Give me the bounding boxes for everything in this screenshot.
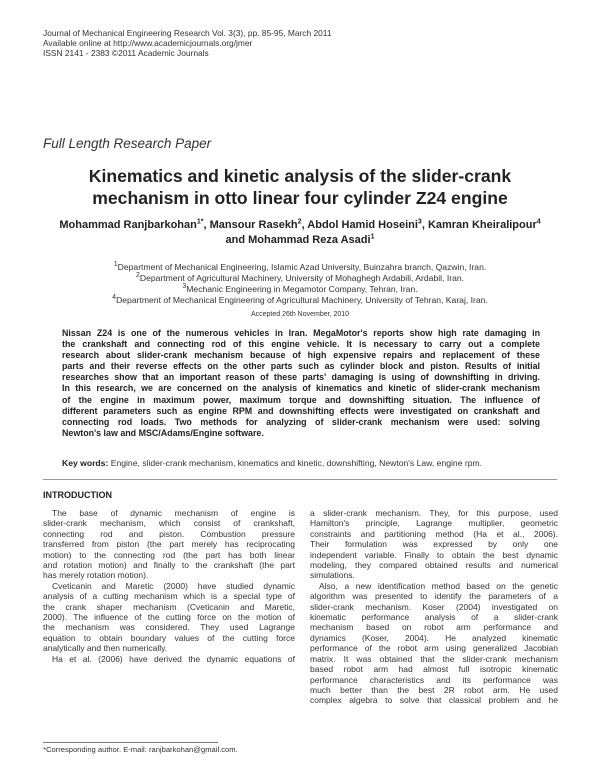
- accepted-date: Accepted 26th November, 2010: [250, 311, 350, 318]
- body-line: a slider-crank mechanism. They, for this purpose, used: [310, 508, 558, 518]
- author-affiliation-mark: 3: [417, 218, 422, 226]
- journal-url: Available online at http://www.academicjournals.org/jmer: [43, 38, 253, 48]
- body-line: slider-crank mechanism, which consist of crankshaft,: [43, 518, 295, 529]
- keywords-text: Engine, slider-crank mechanism, kinematics and kinetic, downshifting, Newton's Law, engine rpm.: [110, 458, 483, 468]
- body-line: modeling, they compared obtained results and numerical: [310, 560, 558, 571]
- body-line: the crank shaper mechanism (Cveticanin and Maretic,: [43, 601, 295, 612]
- affiliation-item: $^3$Mechanic Engineering in Megamotor Company, Tehran, Iran.: [182, 283, 418, 294]
- body-line: based robot arm had almost full isotropic kinematic: [310, 664, 558, 675]
- body-line: Hamilton's principle, Lagrange multiplier, geometric: [310, 518, 558, 529]
- body-line: the mechanism was considered. They used Lagrange: [43, 622, 295, 633]
- abstract-line: Nissan Z24 is one of the numerous vehicles in Iran. MegaMotor's reports show high rate damaging in: [62, 328, 540, 338]
- abstract: [62, 328, 540, 439]
- body-line: much better than the best 2R robot arm. He used: [310, 684, 558, 695]
- abstract-line: researches show that an important reason of these parts' damaging is using of downshifting in driving.: [62, 372, 540, 383]
- author-affiliation-mark: 2: [297, 218, 302, 226]
- paper-type: Full Length Research Paper: [43, 136, 212, 151]
- body-line: 2000). The influence of the cutting force on the motion of: [43, 612, 295, 623]
- author-line-1: Mohammad Ranjbarkohan$^{1*}$, Mansour Rasekh$^2$, Abdol Hamid Hoseini$^3$, Kamran Kheiralipour$^4$: [59, 218, 541, 231]
- footnote-divider: [43, 742, 218, 743]
- abstract-line: of the engine in maximum power, maximum torque and downshifting situation. The influence of: [62, 394, 540, 405]
- body-line: kinematic performance analysis of a slider-crank: [310, 612, 558, 623]
- section-heading-introduction: INTRODUCTION: [43, 490, 112, 500]
- paper-title: [30, 165, 570, 209]
- body-line: transferred from piston (the part merely has reciprocating: [43, 539, 295, 550]
- author-list: [30, 218, 570, 248]
- author-name: Kamran Kheiralipour: [427, 219, 537, 231]
- body-column-left: [43, 508, 295, 664]
- body-line: and rotation motion) and finally to the crankshaft (the part: [43, 560, 295, 571]
- body-line: dynamics (Koser, 2004). He analyzed kinematic: [310, 632, 558, 643]
- body-line: equation to obtain boundary values of the cutting force: [43, 632, 295, 643]
- body-line: Also, a new identification method based on the genetic: [319, 580, 558, 591]
- abstract-line: In this research, we are concerned on the analysis of kinematics and kinetic of slider-crank mechanism: [62, 383, 540, 394]
- body-line: Their formulation was expressed by only one: [310, 539, 558, 550]
- journal-header: [43, 28, 331, 58]
- title-line-2: mechanism in otto linear four cylinder Z24 engine: [92, 188, 508, 208]
- keywords-label: Key words:: [62, 458, 109, 468]
- body-column-right: [310, 508, 558, 706]
- author-affiliation-mark: 1: [370, 233, 375, 241]
- author-line-2: [30, 233, 570, 248]
- author-affiliation-mark: 4: [536, 218, 541, 226]
- body-line: motion) to the connecting rod (the part has both linear: [43, 549, 295, 560]
- abstract-line: parts and their reverse effects on the other parts such as cylinder block and piston. Results of initial: [62, 361, 540, 372]
- body-line: Cveticanin and Maretic (2000) have studied dynamic: [52, 580, 295, 591]
- author-name: and Mohammad Reza Asadi: [225, 234, 371, 246]
- keywords: [62, 458, 482, 468]
- body-line: slider-crank mechanism. Koser (2004) investigated on: [310, 601, 558, 612]
- affiliation-item: $^2$Department of Agricultural Machinery, University of Mohaghegh Ardabili, Ardabil, Iran.: [135, 272, 465, 283]
- body-line: performance characteristics and its performance was: [310, 674, 558, 685]
- body-line: independent variable. Finally to obtain the best dynamic: [310, 549, 558, 560]
- affiliation-item: $^1$Department of Mechanical Engineering, Islamic Azad University, Buinzahra branch, Qazwin, Iran.: [113, 261, 487, 272]
- section-divider: [43, 479, 557, 480]
- body-line: algorithm was presented to identify the parameters of a: [310, 591, 558, 602]
- corresponding-author-footnote: *Corresponding author. E-mail: ranjbarkohan@gmail.com.: [43, 745, 238, 754]
- abstract-line: the crankshaft and connecting rod of this engine vehicle. It is necessary to carry out a complete: [62, 339, 540, 350]
- body-line: constraints and partitioning method (Ha et al., 2006).: [310, 528, 558, 539]
- body-line: has merely rotation motion).: [43, 570, 149, 581]
- abstract-line: research about slider-crank mechanism because of high expensive repairs and replacement of these: [62, 350, 540, 361]
- body-line: connecting rod and piston. Combustion pressure: [43, 528, 295, 539]
- author-affiliation-mark: 1*: [196, 218, 204, 226]
- body-line: Ha et al. (2006) have derived the dynamic equations of: [52, 653, 295, 664]
- body-line: The base of dynamic mechanism of engine is: [52, 508, 295, 518]
- body-line: simulations.: [310, 570, 355, 581]
- journal-issn: ISSN 2141 - 2383 ©2011 Academic Journals: [43, 48, 209, 58]
- abstract-line: connecting rod loads. Two methods for analyzing of slider-crank mechanism were used: solving: [62, 416, 540, 427]
- affiliations: [30, 262, 570, 306]
- journal-citation: Journal of Mechanical Engineering Research Vol. 3(3), pp. 85-95, March 2011: [43, 28, 332, 38]
- body-line: mechanism based on robot arm performance and: [310, 622, 558, 633]
- title-line-1: Kinematics and kinetic analysis of the slider-crank: [88, 166, 512, 186]
- body-line: analytically and then numerically.: [43, 643, 168, 654]
- body-line: matrix. It was obtained that the slider-crank mechanism: [310, 653, 558, 664]
- body-line: performance of the robot arm using generalized Jacobian: [310, 643, 558, 654]
- affiliation-item: $^4$Department of Mechanical Engineering of Agricultural Machinery, University of Tehran, Karaj, Iran.: [112, 294, 488, 305]
- author-name: Mohammad Ranjbarkohan: [59, 219, 197, 231]
- author-name: Mansour Rasekh: [209, 219, 298, 231]
- body-line: complex algebra to solve that classical problem and he: [310, 695, 558, 706]
- abstract-line: Newton's law and MSC/Adams/Engine software.: [62, 427, 264, 438]
- author-name: Abdol Hamid Hoseini: [307, 219, 418, 231]
- abstract-line: different parameters such as engine RPM and downshifting effects were investigated on crankshaft and: [62, 405, 540, 416]
- body-line: analysis of a cutting mechanism which is a special type of: [43, 591, 295, 602]
